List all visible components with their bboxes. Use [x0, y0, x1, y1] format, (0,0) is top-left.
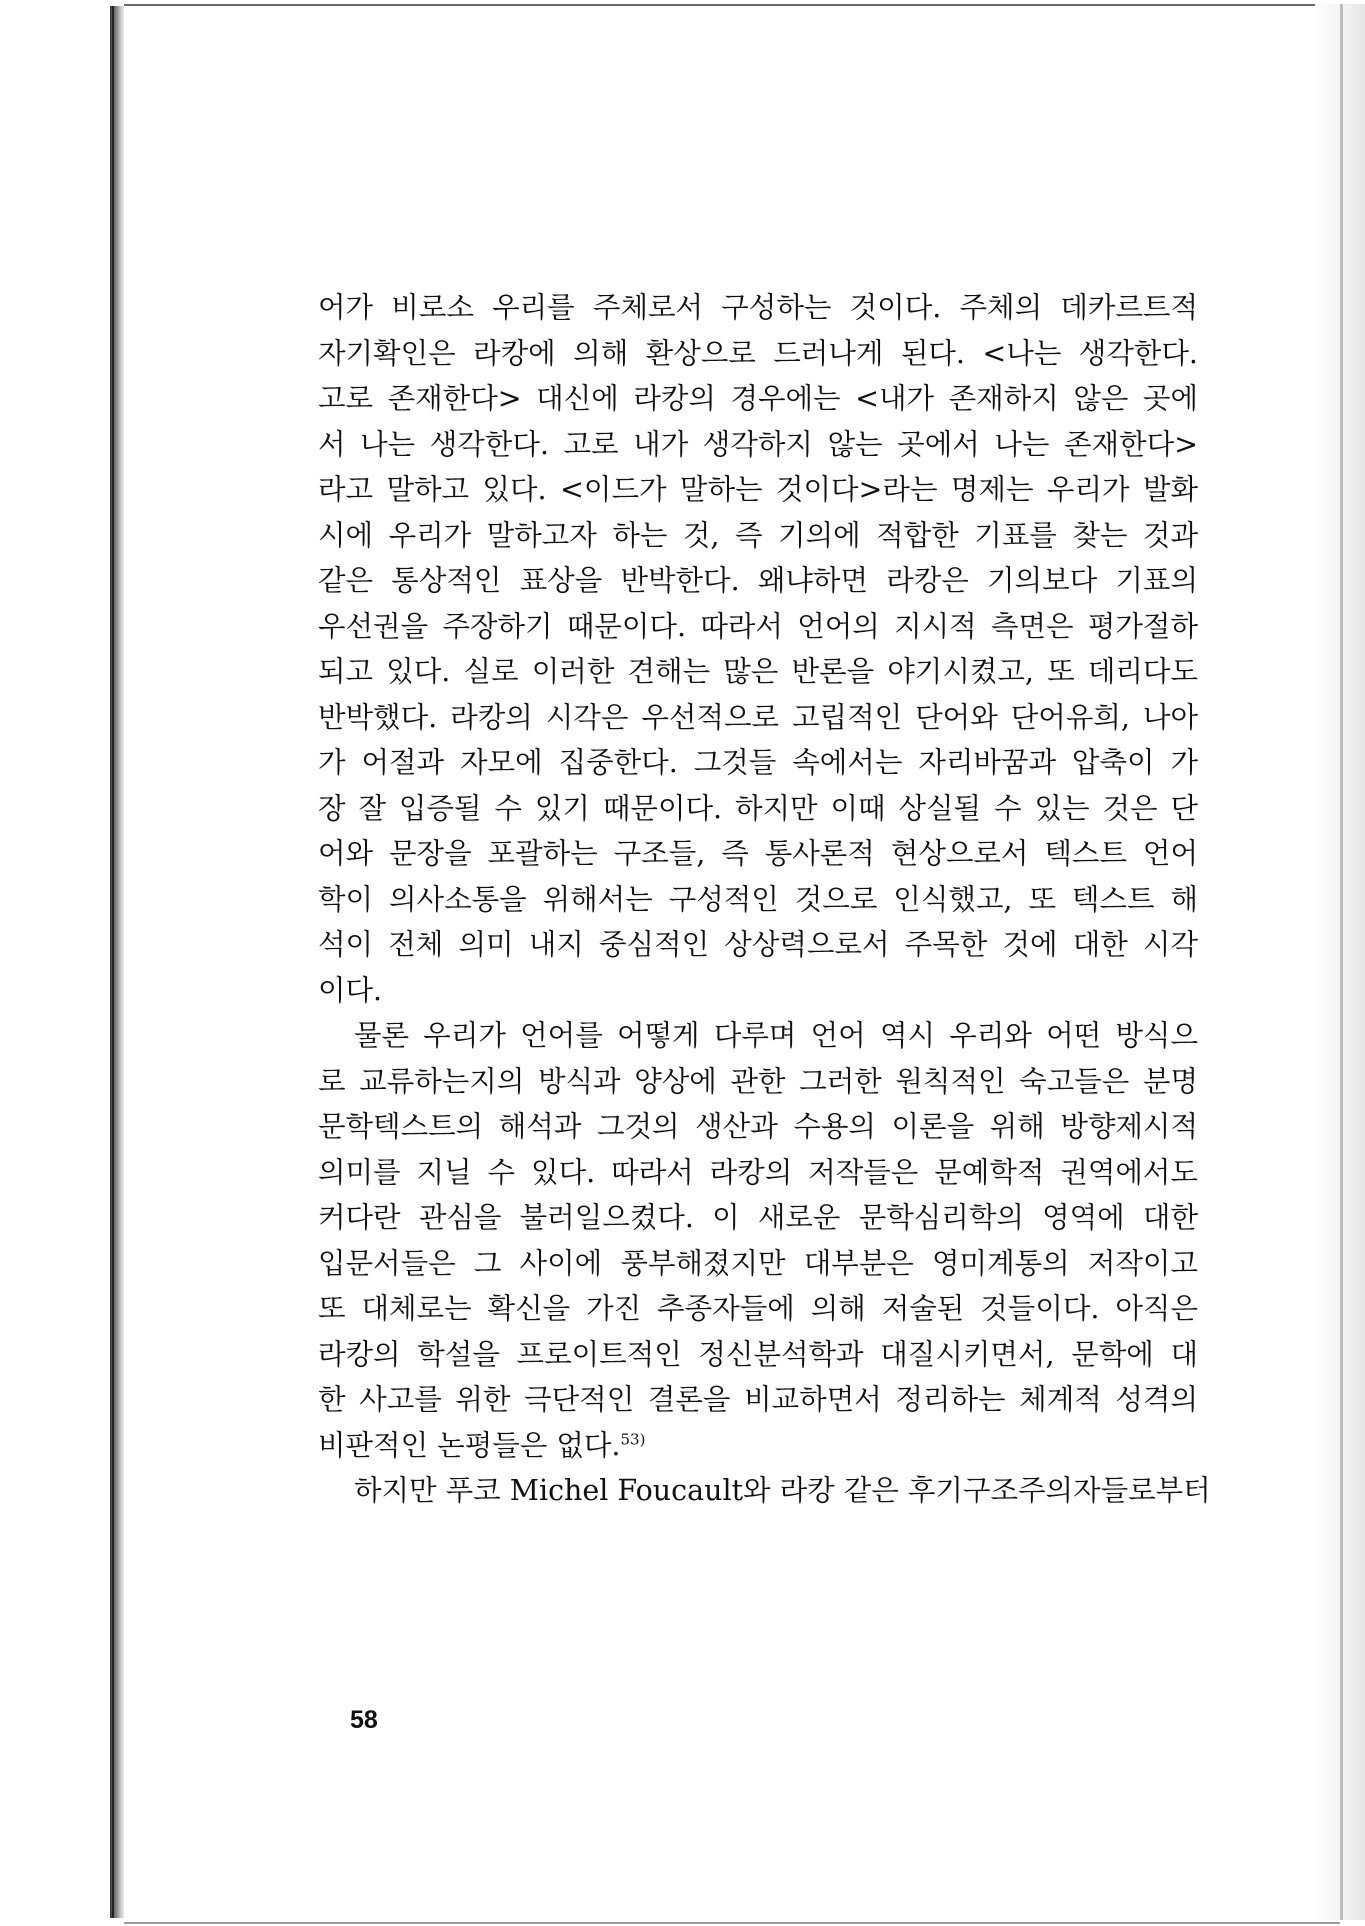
text-line: 어가 비로소 우리를 주체로서 구성하는 것이다. 주체의 데카르트적: [318, 291, 1198, 324]
text-line: 같은 통상적인 표상을 반박한다. 왜냐하면 라캉은 기의보다 기표의: [318, 564, 1198, 597]
text-line: 어와 문장을 포괄하는 구조들, 즉 통사론적 현상으로서 텍스트 언어: [318, 837, 1198, 870]
text-line: 고로 존재한다> 대신에 라캉의 경우에는 <내가 존재하지 않은 곳에: [318, 382, 1198, 415]
text-line: 하지만 푸코 Michel Foucault와 라캉 같은 후기구조주의자들로부터: [354, 1474, 1211, 1507]
text-line: 되고 있다. 실로 이러한 견해는 많은 반론을 야기시켰고, 또 데리다도: [318, 655, 1198, 688]
text-line: 가 어절과 자모에 집중한다. 그것들 속에서는 자리바꿈과 압축이 가: [318, 746, 1198, 779]
text-line: 한 사고를 위한 극단적인 결론을 비교하면서 정리하는 체계적 성격의: [318, 1383, 1198, 1416]
page-right-edge: [1340, 4, 1343, 1920]
text-line: 석이 전체 의미 내지 중심적인 상상력으로서 주목한 것에 대한 시각: [318, 928, 1198, 961]
text-line: 문학텍스트의 해석과 그것의 생산과 수용의 이론을 위해 방향제시적: [318, 1110, 1198, 1143]
footnote-reference: 53): [620, 1430, 646, 1448]
body-text: [318, 285, 1211, 1514]
text-line: 반박했다. 라캉의 시각은 우선적으로 고립적인 단어와 단어유희, 나아: [318, 700, 1198, 734]
text-line-content: 비판적인 논평들은 없다.: [318, 1428, 621, 1462]
text-line: 서 나는 생각한다. 고로 내가 생각하지 않는 곳에서 나는 존재한다>: [318, 427, 1198, 461]
text-line: 시에 우리가 말하고자 하는 것, 즉 기의에 적합한 기표를 찾는 것과: [318, 518, 1198, 552]
text-line: 입문서들은 그 사이에 풍부해졌지만 대부분은 영미계통의 저작이고: [318, 1246, 1198, 1280]
page-number: 58: [350, 1706, 378, 1734]
text-line: 라캉의 학설을 프로이트적인 정신분석학과 대질시키면서, 문학에 대: [318, 1337, 1198, 1371]
text-line-with-footnote: [318, 1423, 1198, 1469]
text-line: 로 교류하는지의 방식과 양상에 관한 그러한 원칙적인 숙고들은 분명: [318, 1064, 1198, 1098]
text-line: 또 대체로는 확신을 가진 추종자들에 의해 저술된 것들이다. 아직은: [318, 1292, 1198, 1325]
text-line: 물론 우리가 언어를 어떻게 다루며 언어 역시 우리와 어떤 방식으: [354, 1019, 1198, 1052]
text-line: 이다.: [318, 973, 383, 1007]
text-line: 커다란 관심을 불러일으켰다. 이 새로운 문학심리학의 영역에 대한: [318, 1201, 1198, 1234]
text-line: 장 잘 입증될 수 있기 때문이다. 하지만 이때 상실될 수 있는 것은 단: [318, 791, 1198, 825]
text-line: 우선권을 주장하기 때문이다. 따라서 언어의 지시적 측면은 평가절하: [318, 609, 1198, 643]
text-line: 학이 의사소통을 위해서는 구성적인 것으로 인식했고, 또 텍스트 해: [318, 882, 1198, 916]
text-line: 라고 말하고 있다. <이드가 말하는 것이다>라는 명제는 우리가 발화: [318, 473, 1198, 506]
text-line: 자기확인은 라캉에 의해 환상으로 드러나게 된다. <나는 생각한다.: [318, 336, 1198, 370]
text-line: 의미를 지닐 수 있다. 따라서 라캉의 저작들은 문예학적 권역에서도: [318, 1155, 1198, 1189]
book-spine-edge: [112, 6, 114, 1918]
